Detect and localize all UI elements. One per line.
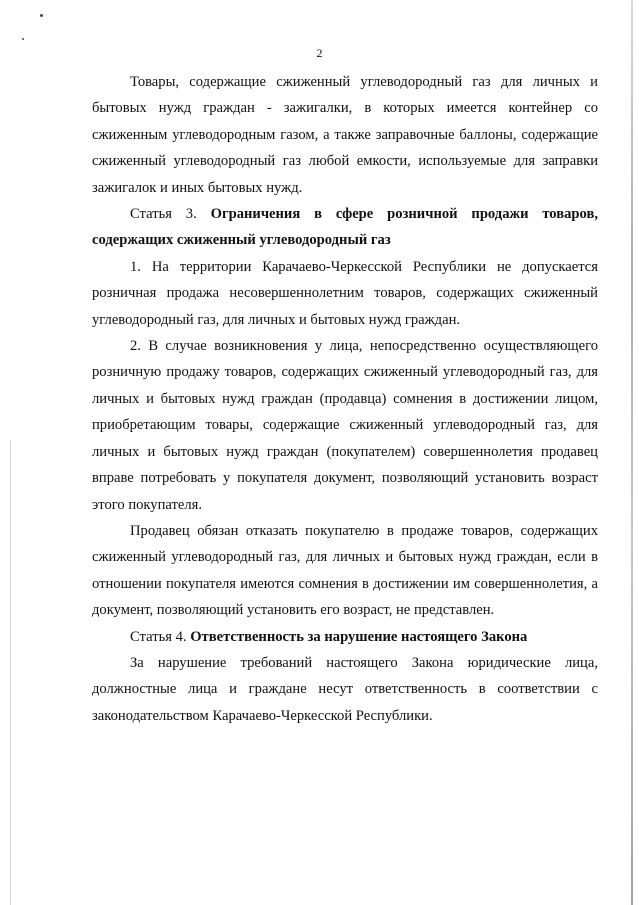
scan-edge-right	[631, 0, 633, 905]
goods-paragraph: Товары, содержащие сжиженный углеводородный газ для личных и бытовых нужд граждан - зажигалки, в которых имеется контейнер со сжиженным углеводородным газом, а также заправочные баллоны, содержащие сжиженный углеводородный газ любой емкости, используемые для заправки зажигалок и иных бытовых нужд.	[92, 74, 598, 196]
document-body	[92, 69, 598, 729]
page-number: 2	[316, 46, 323, 60]
article-3-title: Ограничения в сфере розничной продажи товаров, содержащих сжиженный углеводородный газ	[92, 206, 598, 249]
article-3-heading	[92, 201, 598, 254]
article-4-title: Ответственность за нарушение настоящего Закона	[190, 628, 528, 645]
article-4-heading	[92, 624, 598, 650]
article-3-paragraph-1: 1. На территории Карачаево-Черкесской Республики не допускается розничная продажа несовершеннолетним товаров, содержащих сжиженный углеводородный газ, для личных и бытовых нужд граждан.	[92, 258, 598, 328]
article-3-prefix: Статья 3.	[130, 206, 197, 223]
article-3-paragraph-2: 2. В случае возникновения у лица, непосредственно осуществляющего розничную продажу товаров, содержащих сжиженный углеводородный газ, для личных и бытовых нужд граждан (продавца) сомнения в достижении лицом, приобретающим товары, содержащие сжиженный углеводородный газ, для личных и бытовых нужд граждан (покупателем) совершеннолетия продавец вправе потребовать у покупателя документ, позволяющий установить возраст этого покупателя.	[92, 338, 598, 513]
scan-speck	[40, 14, 43, 17]
article-4-paragraph-1: За нарушение требований настоящего Закона юридические лица, должностные лица и граждане несут ответственность в соответствии с законодательством Карачаево-Черкесской Республики.	[92, 654, 598, 724]
scan-speck	[22, 38, 24, 40]
article-3-paragraph-3: Продавец обязан отказать покупателю в продаже товаров, содержащих сжиженный углеводородный газ, для личных и бытовых нужд граждан, если в отношении покупателя имеются сомнения в достижении им совершеннолетия, а документ, позволяющий установить его возраст, не представлен.	[92, 522, 598, 619]
article-4-prefix: Статья 4.	[130, 628, 187, 645]
scan-edge-left	[10, 440, 11, 905]
